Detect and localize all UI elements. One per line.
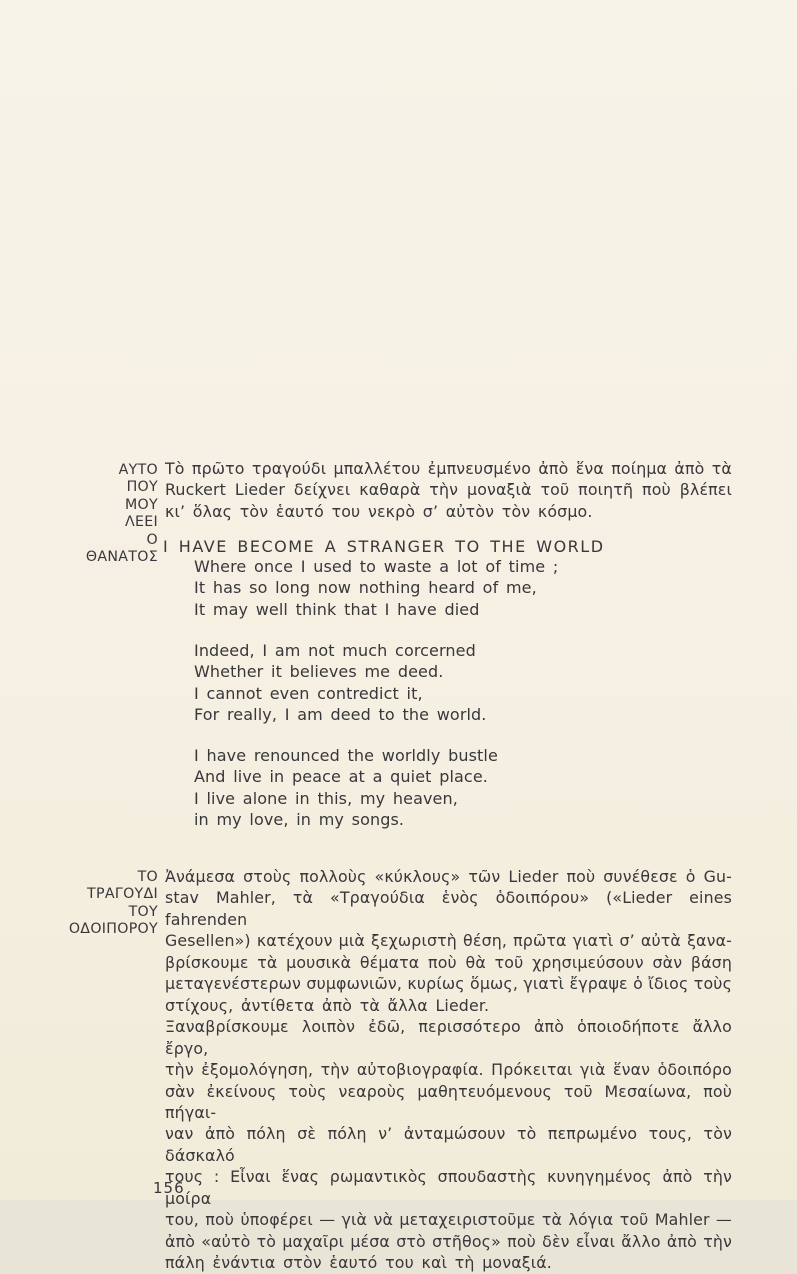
greek-text-line: Ruckert Lieder δείχνει καθαρὰ τὴν μοναξιὰ τοῦ ποιητῆ ποὺ βλέπει xyxy=(165,480,732,500)
poem-line: Where once I used to waste a lot of time ; xyxy=(194,557,559,576)
margin-heading-line: ΛΕΕΙ xyxy=(124,514,158,531)
greek-text-line: σὰν ἐκείνους τοὺς νεαροὺς μαθητευόμενους τοῦ Μεσαίωνα, ποὺ πήγαι- xyxy=(165,1081,732,1122)
greek-text-line: βρίσκουμε τὰ μουσικὰ θέματα ποὺ θὰ τοῦ χρησιμεύσουν σὰν βάση xyxy=(165,952,732,972)
poem-title: I HAVE BECOME A STRANGER TO THE WORLD xyxy=(163,537,605,556)
poem-line: I have renounced the worldly bustle xyxy=(194,745,498,765)
margin-heading-line: ΘΑΝΑΤΟΣ xyxy=(85,549,158,566)
poem-stanza xyxy=(194,640,558,726)
margin-heading-line: Ο xyxy=(146,531,158,548)
greek-text-line: ἀπὸ «αὐτὸ τὸ μαχαῖρι μέσα στὸ στῆθος» ποὺ δὲν εἶναι ἄλλο ἀπὸ τὴν xyxy=(165,1231,732,1251)
greek-text-line: του, ποὺ ὑποφέρει — γιὰ νὰ μεταχειριστοῦμε τὰ λόγια τοῦ Mahler — xyxy=(165,1210,732,1230)
poem-line: I live alone in this, my heaven, xyxy=(194,788,458,808)
poem-line: I cannot even contredict it, xyxy=(194,683,423,703)
poem xyxy=(194,556,558,850)
page-number: 156 xyxy=(153,1179,185,1197)
margin-heading-line: ΤΟ xyxy=(137,869,158,885)
margin-heading-death xyxy=(0,462,158,566)
greek-text-line: Τὸ πρῶτο τραγούδι μπαλλέτου ἐμπνευσμένο ἀπὸ ἕνα ποίημα ἀπὸ τὰ xyxy=(165,459,732,478)
greek-text-line: μεταγενέστερων συμφωνιῶν, κυρίως ὅμως, γιατὶ ἔγραψε ὁ ἴδιος τοὺς xyxy=(165,974,732,994)
greek-text-line: Gesellen») κατέχουν μιὰ ξεχωριστὴ θέση, πρῶτα γιατὶ σ’ αὐτὰ ξανα- xyxy=(165,931,732,951)
greek-text-line: stav Mahler, τὰ «Τραγούδια ἑνὸς ὁδοιπόρου» («Lieder eines fahrenden xyxy=(165,888,732,929)
margin-heading-wayfarer xyxy=(0,869,158,939)
poem-stanza xyxy=(194,745,558,831)
greek-text-line: στίχους, ἀντίθετα ἀπὸ τὰ ἄλλα Lieder. xyxy=(165,995,490,1015)
poem-line: Whether it believes me deed. xyxy=(194,662,444,682)
body-paragraph-wayfarer xyxy=(165,866,732,1274)
greek-text-line: τὴν ἐξομολόγηση, τὴν αὐτοβιογραφία. Πρόκειται γιὰ ἕναν ὁδοιπόρο xyxy=(165,1060,732,1080)
poem-line: It may well think that I have died xyxy=(194,599,480,619)
margin-heading-line: ΜΟΥ xyxy=(125,496,158,513)
poem-line: It has so long now nothing heard of me, xyxy=(194,578,537,598)
greek-text-line: Ξαναβρίσκουμε λοιπὸν ἐδῶ, περισσότερο ἀπὸ ὁποιοδήποτε ἄλλο ἔργο, xyxy=(165,1017,732,1058)
margin-heading-line: ΠΟΥ xyxy=(126,479,158,496)
poem-line: And live in peace at a quiet place. xyxy=(194,767,488,787)
greek-text-line: τους : Εἶναι ἕνας ρωμαντικὸς σπουδαστὴς κυνηγημένος ἀπὸ τὴν μοίρα xyxy=(165,1167,732,1208)
margin-heading-line: ΑΥΤΟ xyxy=(118,462,158,478)
greek-text-line: πάλη ἐνάντια στὸν ἑαυτό του καὶ τὴ μοναξιά. xyxy=(165,1253,552,1273)
intro-paragraph-death xyxy=(165,458,732,522)
poem-stanza xyxy=(194,556,558,620)
poem-line: Indeed, I am not much corcerned xyxy=(194,640,476,660)
poem-line: in my love, in my songs. xyxy=(194,810,405,830)
greek-text-line: κι’ ὅλας τὸν ἑαυτό του νεκρὸ σ’ αὐτὸν τὸν κόσμο. xyxy=(165,501,593,521)
margin-heading-line: ΤΟΥ xyxy=(128,903,158,920)
margin-heading-line: ΤΡΑΓΟΥΔΙ xyxy=(87,886,158,903)
margin-heading-line: ΟΔΟΙΠΟΡΟΥ xyxy=(68,921,158,938)
greek-text-line: Ἀνάμεσα στοὺς πολλοὺς «κύκλους» τῶν Lieder ποὺ συνέθεσε ὁ Gu- xyxy=(165,867,732,886)
poem-line: For really, I am deed to the world. xyxy=(194,704,487,724)
greek-text-line: ναν ἀπὸ πόλη σὲ πόλη ν’ ἀνταμώσουν τὸ πεπρωμένο τους, τὸν δάσκαλό xyxy=(165,1124,732,1165)
